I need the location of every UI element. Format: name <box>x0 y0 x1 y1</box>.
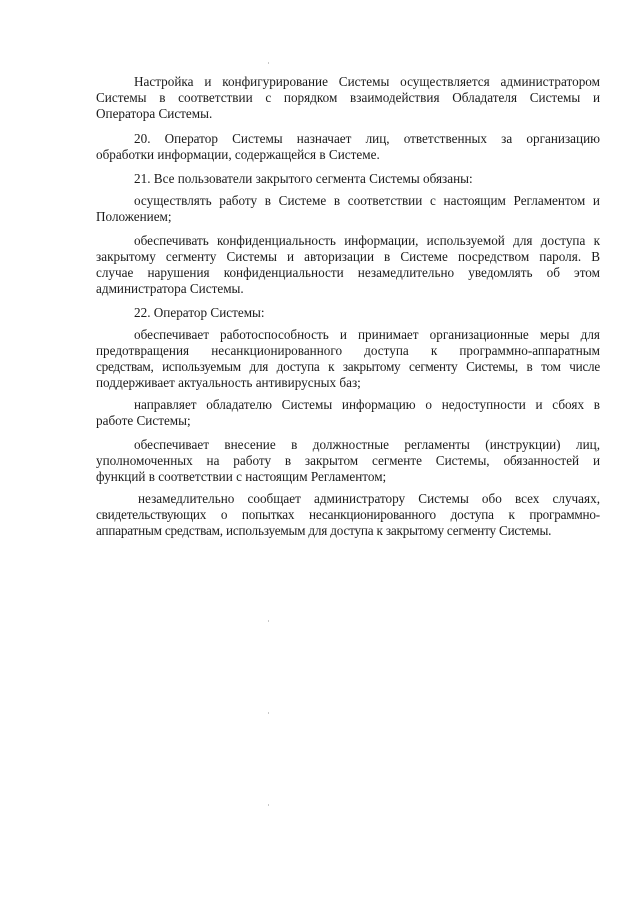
text-line: администратора Системы. <box>96 281 244 296</box>
text-line: предотвращения несанкционированного доступа к программно-аппаратным <box>96 343 600 358</box>
paragraph-ensures-operability <box>96 327 600 391</box>
text-line: 21. Все пользователи закрытого сегмента Системы обязаны: <box>134 171 473 186</box>
paragraph-sends-information <box>96 397 600 429</box>
text-line: незамедлительно сообщает администратору Системы обо всех случаях, <box>138 491 600 506</box>
scan-speck <box>268 62 269 64</box>
text-line: поддерживает актуальность антивирусных баз; <box>96 375 361 390</box>
paragraph-21-users-obliged <box>96 171 600 187</box>
text-line: Оператора Системы. <box>96 106 213 121</box>
text-line: обеспечивает внесение в должностные регламенты (инструкции) лиц, <box>134 437 600 452</box>
text-line: Системы в соответствии с порядком взаимодействия Обладателя Системы и <box>96 90 600 105</box>
text-line: Настройка и конфигурирование Системы осуществляется администратором <box>134 74 600 89</box>
paragraph-work-per-regulation <box>96 193 600 225</box>
text-line: обработки информации, содержащейся в Системе. <box>96 147 380 162</box>
text-line: обеспечивать конфиденциальность информации, используемой для доступа к <box>134 233 600 248</box>
paragraph-22-operator <box>96 305 600 321</box>
paragraph-ensure-confidentiality <box>96 233 600 297</box>
text-line: уполномоченных на работу в закрытом сегменте Системы, обязанностей и <box>96 453 600 468</box>
text-line: свидетельствующих о попытках несанкционированного доступа к программно- <box>96 507 600 522</box>
paragraph-reports-incidents <box>96 491 600 539</box>
paragraph-20-operator-appoints <box>96 131 600 163</box>
text-line: случае нарушения конфиденциальности незамедлительно уведомлять об этом <box>96 265 600 280</box>
text-line: направляет обладателю Системы информацию о недоступности и сбоях в <box>134 397 600 412</box>
text-line: 20. Оператор Системы назначает лиц, ответственных за организацию <box>134 131 600 146</box>
text-line: средствам, используемым для доступа к закрытому сегменту Системы, в том числе <box>96 359 600 374</box>
text-line: работе Системы; <box>96 413 191 428</box>
text-line: осуществлять работу в Системе в соответствии с настоящим Регламентом и <box>134 193 600 208</box>
text-line: аппаратным средствам, используемым для доступа к закрытому сегменту Системы. <box>96 523 552 538</box>
scan-speck <box>268 620 269 622</box>
text-line: закрытому сегменту Системы и авторизации в Системе посредством пароля. В <box>96 249 600 264</box>
paragraph-system-configuration <box>96 74 600 122</box>
text-line: функций в соответствии с настоящим Регламентом; <box>96 469 387 484</box>
scan-speck <box>268 712 269 714</box>
text-line: Положением; <box>96 209 172 224</box>
paragraph-job-regulations <box>96 437 600 485</box>
text-line: 22. Оператор Системы: <box>134 305 265 320</box>
text-line: обеспечивает работоспособность и принимает организационные меры для <box>134 327 600 342</box>
scan-speck <box>268 804 269 806</box>
